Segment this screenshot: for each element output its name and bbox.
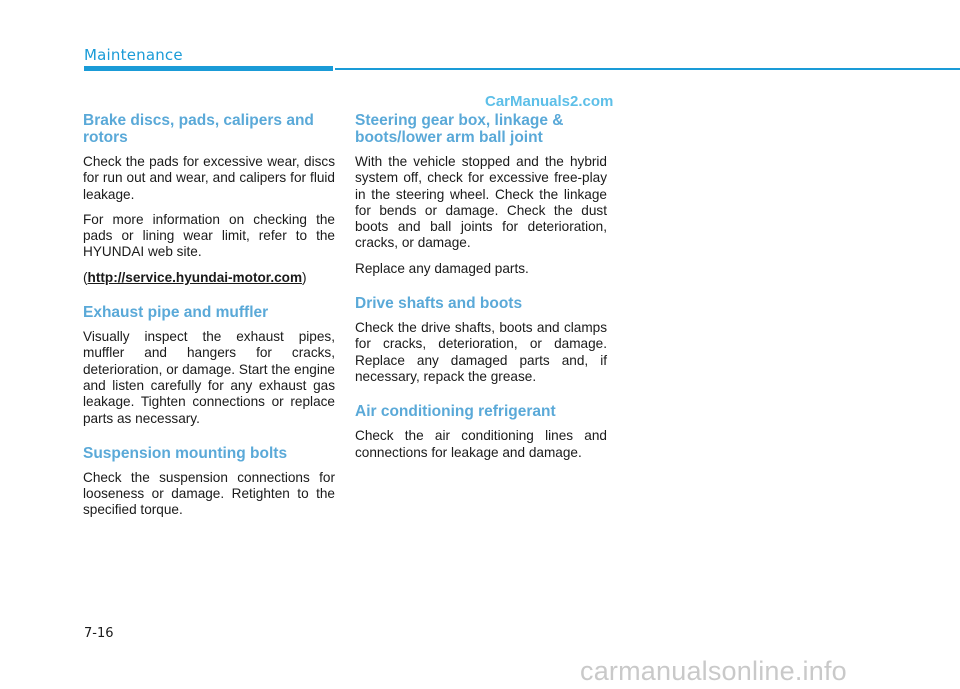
section-title-brake: Brake discs, pads, calipers and rotors [83, 112, 314, 146]
page-number: 7-16 [84, 626, 114, 641]
section-title-drive-shafts: Drive shafts and boots [355, 295, 523, 313]
section-suspension [83, 445, 335, 519]
left-column [83, 112, 335, 528]
section-brake [83, 112, 335, 286]
drive-shafts-paragraph-1: Check the drive shafts, boots and clamps for cracks, deterioration, or damage. Replace any damaged parts and, if necessary, repack the grease. [355, 320, 607, 384]
section-steering [355, 112, 607, 277]
section-exhaust [83, 304, 335, 427]
section-aircon [355, 403, 607, 461]
watermark-top: CarManuals2.com [485, 93, 614, 110]
exhaust-paragraph-1: Visually inspect the exhaust pipes, muffler and hangers for cracks, deterioration, or damage. Start the engine and listen carefully for any exhaust gas leakage. Tighten connections or replace parts as necessary. [83, 329, 335, 426]
header-rule-thin [335, 68, 960, 70]
brake-paragraph-2: For more information on checking the pads or lining wear limit, refer to the HYUNDAI web site. [83, 211, 335, 260]
section-title-suspension: Suspension mounting bolts [83, 444, 288, 462]
url-close-paren: ) [302, 269, 307, 285]
steering-paragraph-1: With the vehicle stopped and the hybrid system off, check for excessive free-play in the steering wheel. Check the linkage for bends or damage. Check the dust boots and ball joints for deterioration, cracks, or damage. [355, 154, 607, 251]
section-title-aircon: Air conditioning refrigerant [355, 403, 556, 421]
aircon-paragraph-1: Check the air conditioning lines and connections for leakage and damage. [355, 428, 607, 460]
url-open-paren: ( [83, 269, 88, 285]
steering-paragraph-2: Replace any damaged parts. [355, 260, 529, 276]
section-drive-shafts [355, 295, 607, 385]
brake-paragraph-1: Check the pads for excessive wear, discs for run out and wear, and calipers for fluid leakage. [83, 154, 335, 202]
brake-url-line [83, 270, 335, 286]
suspension-paragraph-1: Check the suspension connections for looseness or damage. Retighten to the specified torque. [83, 469, 335, 518]
header-rule-thick [84, 66, 333, 71]
section-title-exhaust: Exhaust pipe and muffler [83, 304, 269, 322]
section-title-steering: Steering gear box, linkage & boots/lower arm ball joint [355, 112, 564, 146]
watermark-bottom: carmanualsonline.info [580, 656, 847, 686]
section-header: Maintenance [84, 46, 183, 64]
right-column [355, 112, 607, 470]
hyundai-service-link[interactable]: http://service.hyundai-motor.com [87, 269, 303, 285]
